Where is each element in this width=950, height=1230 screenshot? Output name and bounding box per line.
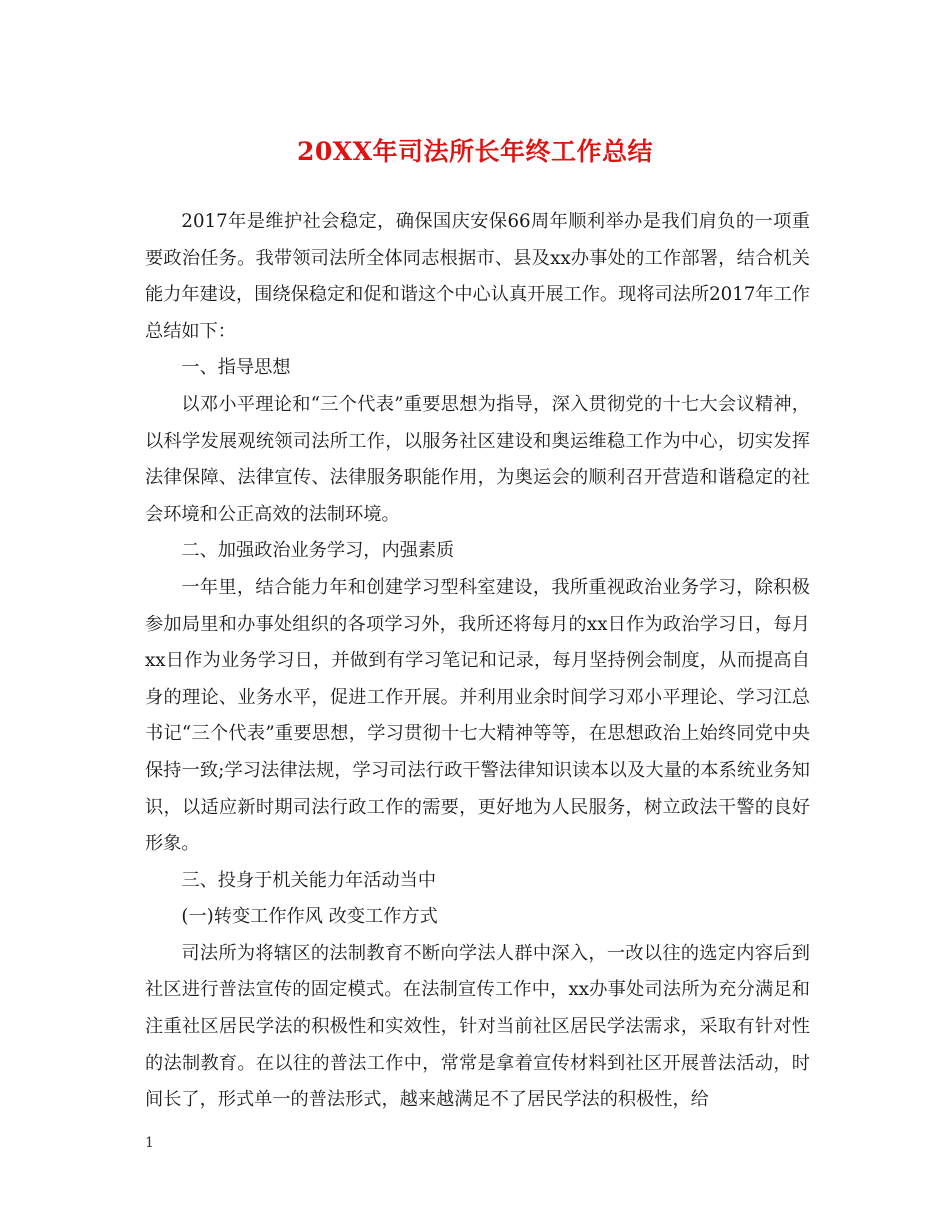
- page-number: 1: [145, 1135, 154, 1151]
- paragraph-intro: 2017年是维护社会稳定，确保国庆安保66周年顺利举办是我们肩负的一项重要政治任务。我带领司法所全体同志根据市、县及xx办事处的工作部署，结合机关能力年建设，围绕保稳定和促和谐这个中心认真开展工作。现将司法所2017年工作总结如下：: [145, 211, 810, 342]
- subsection-heading-1: (一)转变工作作风 改变工作方式: [181, 906, 438, 928]
- paragraph-work-style: 司法所为将辖区的法制教育不断向学法人群中深入，一改以往的选定内容后到社区进行普法宣传的固定模式。在法制宣传工作中，xx办事处司法所为充分满足和注重社区居民学法的积极性和实效性，针对当前社区居民学法需求，采取有针对性的法制教育。在以往的普法工作中，常常是拿着宣传材料到社区开展普法活动，时间长了，形式单一的普法形式，越来越满足不了居民学法的积极性，给: [145, 942, 810, 1111]
- document-title: 20XX年司法所长年终工作总结: [296, 137, 654, 166]
- document-body: [145, 204, 810, 1119]
- section-heading-2: 二、加强政治业务学习，内强素质: [181, 540, 455, 562]
- paragraph-guiding-ideology: 以邓小平理论和“三个代表”重要思想为指导，深入贯彻党的十七大会议精神，以科学发展观统领司法所工作，以服务社区建设和奥运维稳工作为中心，切实发挥法律保障、法律宣传、法律服务职能作用，为奥运会的顺利召开营造和谐稳定的社会环境和公正高效的法制环境。: [145, 393, 810, 525]
- section-heading-1: 一、指导思想: [181, 357, 291, 379]
- section-heading-3: 三、投身于机关能力年活动当中: [181, 869, 437, 891]
- paragraph-study: 一年里，结合能力年和创建学习型科室建设，我所重视政治业务学习，除积极参加局里和办事处组织的各项学习外，我所还将每月的xx日作为政治学习日，每月xx日作为业务学习日，并做到有学习笔记和记录，每月坚持例会制度，从而提高自身的理论、业务水平，促进工作开展。并利用业余时间学习邓小平理论、学习江总书记“三个代表”重要思想，学习贯彻十七大精神等等，在思想政治上始终同党中央保持一致;学习法律法规，学习司法行政干警法律知识读本以及大量的本系统业务知识，以适应新时期司法行政工作的需要，更好地为人民服务，树立政法干警的良好形象。: [145, 576, 810, 855]
